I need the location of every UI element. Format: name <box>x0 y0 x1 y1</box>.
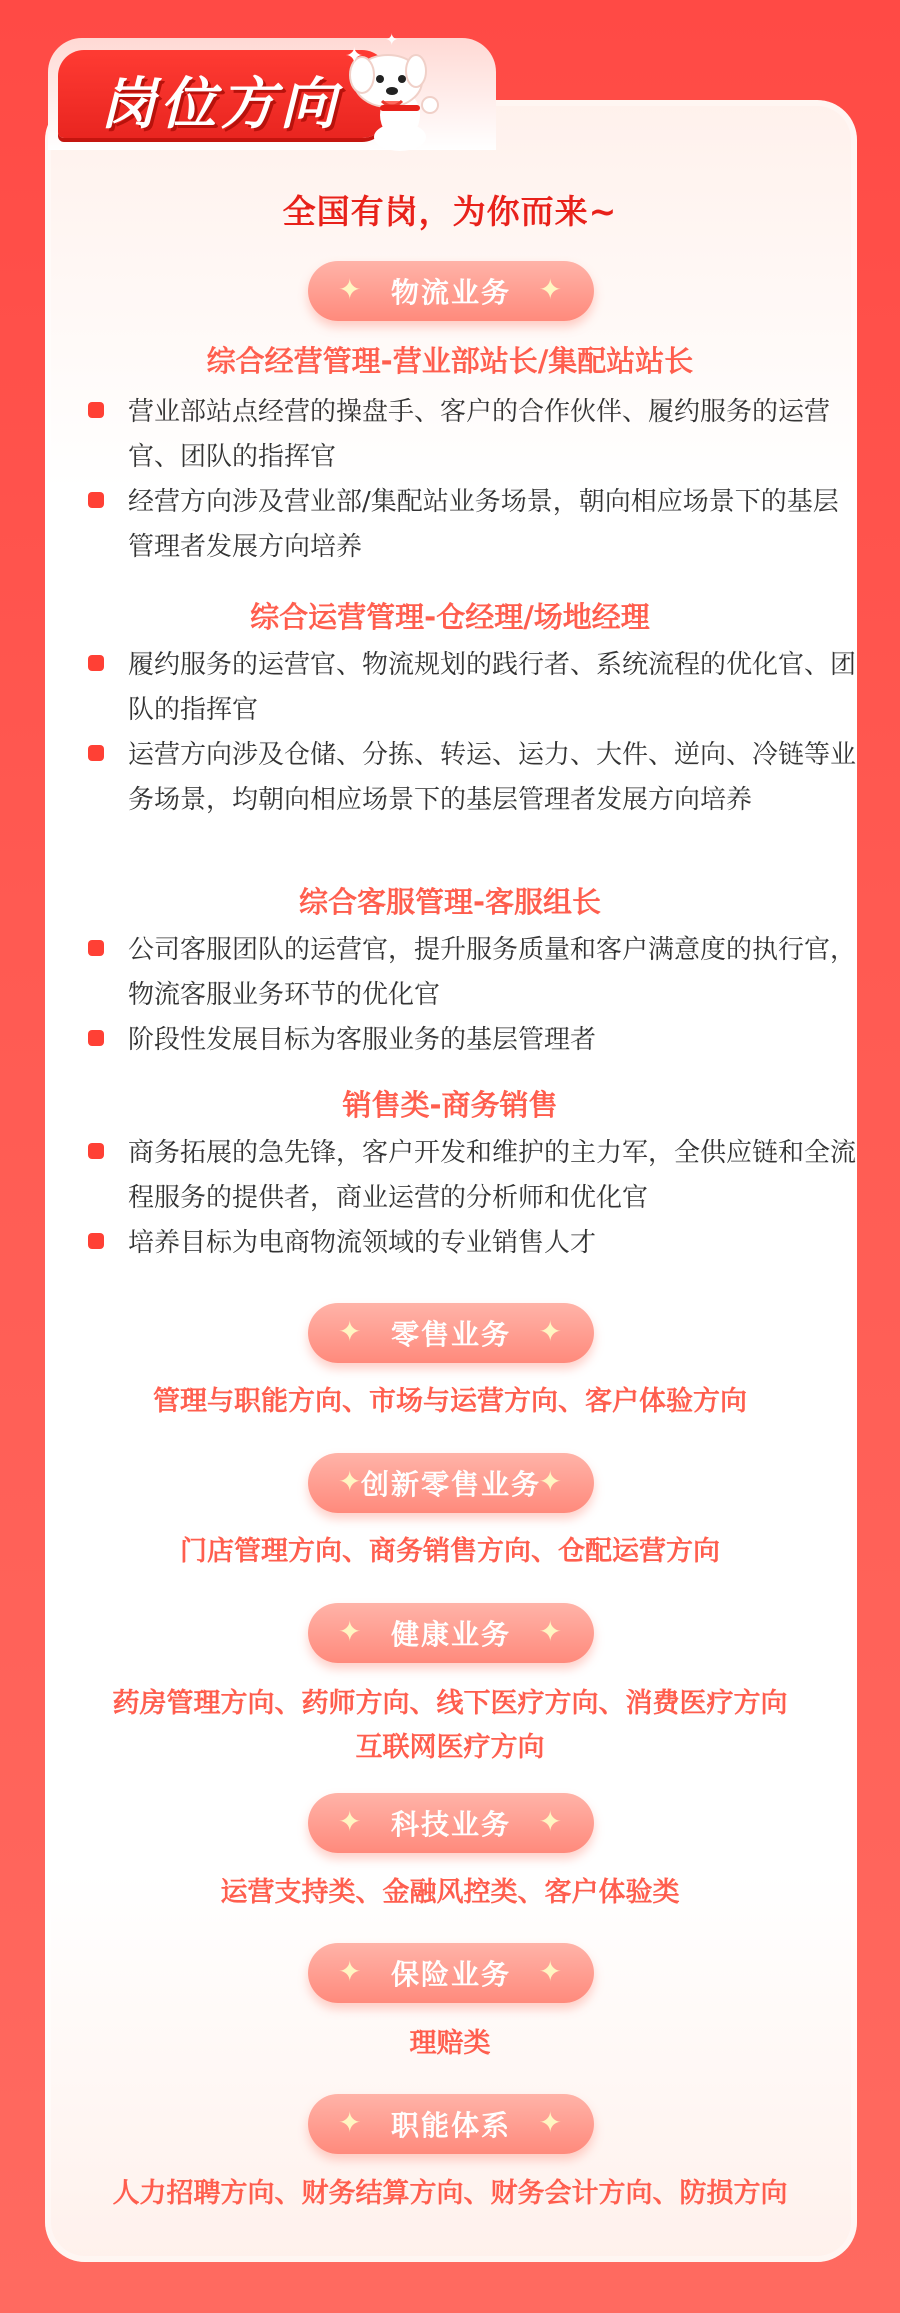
bullet-icon <box>88 655 104 671</box>
bullet-icon <box>88 492 104 508</box>
sparkle-icon: ✦ <box>538 1615 564 1648</box>
section-label: 职能体系 <box>390 2109 511 2142</box>
section-label: 健康业务 <box>390 1618 511 1651</box>
list-item-text: 营业部站点经营的操盘手、客户的合作伙伴、履约服务的运营官、团队的指挥官 <box>128 397 831 472</box>
section-directions: 运营支持类、金融风控类、客户体验类 <box>220 1877 680 1908</box>
sparkle-icon: ✦ <box>345 44 364 69</box>
section-label: 物流业务 <box>390 276 511 309</box>
section-label: 创新零售业务 <box>360 1468 541 1501</box>
sparkle-icon: ✦ <box>538 273 564 306</box>
section-pill-retail <box>308 1303 594 1363</box>
bullet-icon <box>88 402 104 418</box>
sparkle-icon: ✦ <box>338 1315 364 1348</box>
section-pill-insurance <box>308 1943 594 2003</box>
headline: 全国有岗，为你而来~ <box>282 192 618 231</box>
section-directions: 人力招聘方向、财务结算方向、财务会计方向、防损方向 <box>112 2178 788 2209</box>
sparkle-icon: ✦ <box>338 1615 364 1648</box>
role-title: 综合经营管理-营业部站长/集配站站长 <box>206 344 694 378</box>
sparkle-icon: ✦ <box>338 1465 364 1498</box>
section-label: 零售业务 <box>390 1318 511 1351</box>
section-pill-logistics <box>308 261 594 321</box>
section-label: 科技业务 <box>390 1808 511 1841</box>
section-pill-functions <box>308 2094 594 2154</box>
section-pill-health <box>308 1603 594 1663</box>
sparkle-icon: ✦ <box>338 1805 364 1838</box>
section-directions: 理赔类 <box>409 2028 491 2059</box>
sparkle-icon: ✦ <box>538 2106 564 2139</box>
list-item-text: 运营方向涉及仓储、分拣、转运、运力、大件、逆向、冷链等业务场景，均朝向相应场景下的基层管理者发展方向培养 <box>128 740 857 815</box>
sparkle-icon: ✦ <box>538 1805 564 1838</box>
bullet-icon <box>88 940 104 956</box>
sparkle-icon: ✦ <box>538 1955 564 1988</box>
sparkle-icon: ✦ <box>338 273 364 306</box>
page-title: 岗位方向 <box>100 72 340 137</box>
list-item-text: 培养目标为电商物流领域的专业销售人才 <box>128 1228 597 1258</box>
role-title: 销售类-商务销售 <box>342 1088 558 1122</box>
list-item-text: 经营方向涉及营业部/集配站业务场景，朝向相应场景下的基层管理者发展方向培养 <box>128 487 839 562</box>
sparkle-icon: ✦ <box>385 30 399 49</box>
section-pill-innovative-retail <box>308 1453 594 1513</box>
list-item-text: 阶段性发展目标为客服业务的基层管理者 <box>128 1025 597 1055</box>
list-item-text: 公司客服团队的运营官，提升服务质量和客户满意度的执行官，物流客服业务环节的优化官 <box>128 935 857 1010</box>
section-pill-tech <box>308 1793 594 1853</box>
sparkle-icon: ✦ <box>338 1955 364 1988</box>
bullet-icon <box>88 745 104 761</box>
section-directions: 门店管理方向、商务销售方向、仓配运营方向 <box>180 1536 720 1567</box>
section-directions: 互联网医疗方向 <box>355 1732 545 1763</box>
bullet-icon <box>88 1143 104 1159</box>
sparkle-icon: ✦ <box>538 1315 564 1348</box>
section-directions: 管理与职能方向、市场与运营方向、客户体验方向 <box>153 1386 747 1417</box>
list-item-text: 商务拓展的急先锋，客户开发和维护的主力军，全供应链和全流程服务的提供者，商业运营的分析师和优化官 <box>128 1138 857 1213</box>
list-item-text: 履约服务的运营官、物流规划的践行者、系统流程的优化官、团队的指挥官 <box>128 650 857 725</box>
sparkle-icon: ✦ <box>538 1465 564 1498</box>
bullet-icon <box>88 1030 104 1046</box>
section-label: 保险业务 <box>390 1958 511 1991</box>
role-title: 综合客服管理-客服组长 <box>298 885 602 919</box>
bullet-icon <box>88 1233 104 1249</box>
role-title: 综合运营管理-仓经理/场地经理 <box>250 600 650 634</box>
section-directions: 药房管理方向、药师方向、线下医疗方向、消费医疗方向 <box>112 1688 788 1719</box>
sparkle-icon: ✦ <box>338 2106 364 2139</box>
